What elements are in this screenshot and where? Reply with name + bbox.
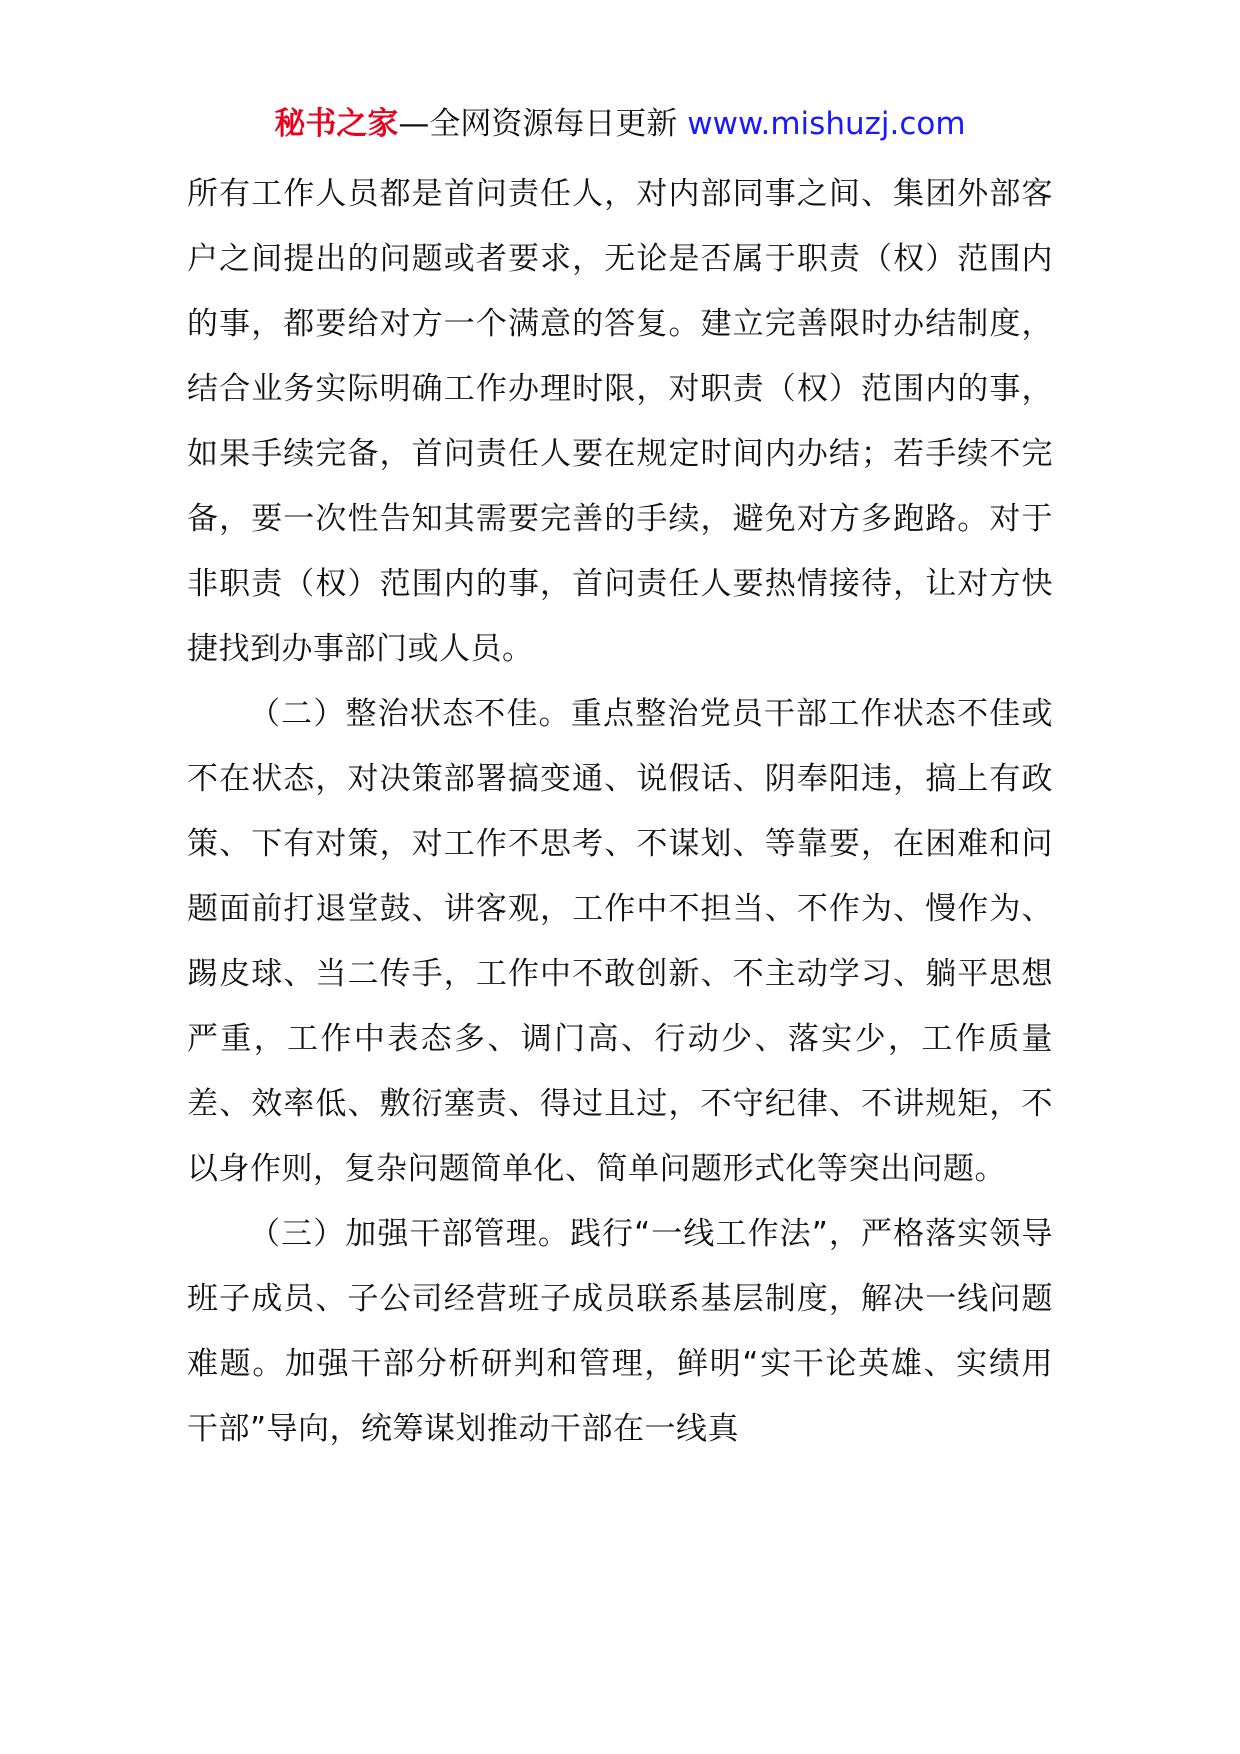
header-url-link[interactable]: www.mishuzj.com bbox=[687, 106, 966, 142]
paragraph-section-two: （二）整治状态不佳。重点整治党员干部工作状态不佳或不在状态，对决策部署搞变通、说假话、阴奉阳违，搞上有政策、下有对策，对工作不思考、不谋划、等靠要，在困难和问题面前打退堂鼓、讲客观，工作中不担当、不作为、慢作为、踢皮球、当二传手，工作中不敢创新、不主动学习、躺平思想严重，工作中表态多、调门高、行动少、落实少，工作质量差、效率低、敷衍塞责、得过且过，不守纪律、不讲规矩，不以身作则，复杂问题简单化、简单问题形式化等突出问题。 bbox=[187, 696, 1053, 1187]
header-brand: 秘书之家 bbox=[274, 106, 399, 142]
page-header bbox=[0, 100, 1240, 148]
paragraph-section-three: （三）加强干部管理。践行“一线工作法”，严格落实领导班子成员、子公司经营班子成员联系基层制度，解决一线问题难题。加强干部分析研判和管理，鲜明“实干论英雄、实绩用干部”导向，统筹谋划推动干部在一线真 bbox=[187, 1216, 1053, 1447]
paragraph-continuation: 所有工作人员都是首问责任人，对内部同事之间、集团外部客户之间提出的问题或者要求，无论是否属于职责（权）范围内的事，都要给对方一个满意的答复。建立完善限时办结制度，结合业务实际明确工作办理时限，对职责（权）范围内的事，如果手续完备，首问责任人要在规定时间内办结；若手续不完备，要一次性告知其需要完善的手续，避免对方多跑路。对于非职责（权）范围内的事，首问责任人要热情接待，让对方快捷找到办事部门或人员。 bbox=[187, 176, 1053, 667]
header-slogan: —全网资源每日更新 bbox=[398, 106, 688, 142]
document-body bbox=[187, 162, 1053, 1462]
